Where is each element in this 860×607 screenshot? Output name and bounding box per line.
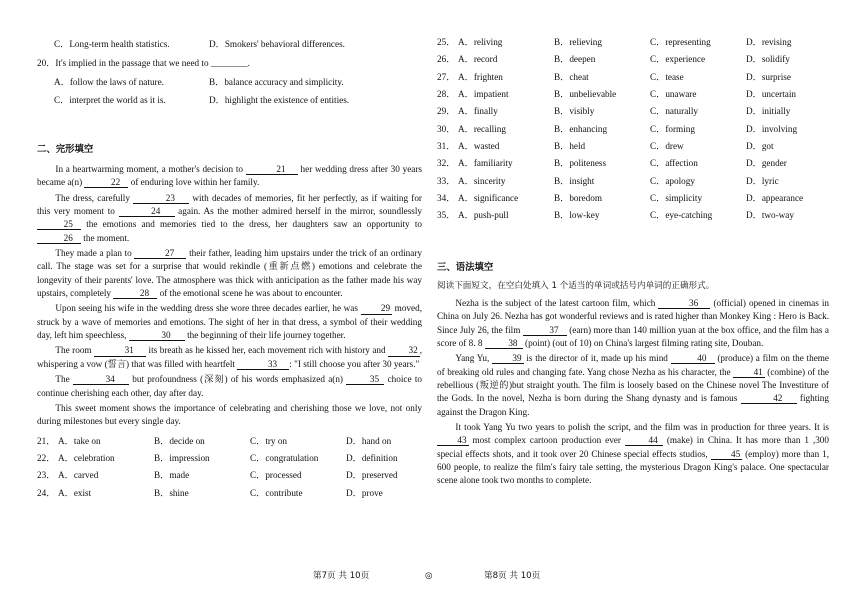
blank-39[interactable]: 39 (492, 353, 524, 364)
question-number: 22． (37, 452, 56, 463)
option-d[interactable]: D．involving (746, 123, 798, 134)
question-22 (37, 452, 422, 465)
blank-44[interactable]: 44 (625, 435, 663, 446)
question-31 (437, 140, 829, 153)
option-d[interactable]: D．preserved (346, 470, 398, 481)
grammar-paragraph-3: It took Yang Yu two years to polish the script, and the film was in production for three years. It is 43 most complex cartoon production ever 44 (make) in China. It has more than 1 ,300 special effects shots, and it took over 20 Chinese special effects studios, 45 (employ) more than 1, 600 people, to realize the film's fairy tale setting, the mysterious Dragon King's palace. One spectacular scene alone took two months to complete. (437, 421, 830, 486)
cloze-passage (37, 163, 422, 429)
option-a[interactable]: A．impatient (458, 89, 509, 100)
option-a[interactable]: A．carved (58, 470, 99, 481)
blank-25[interactable]: 25 (37, 219, 81, 230)
option-b[interactable]: B．politeness (554, 158, 607, 169)
blank-22[interactable]: 22 (84, 177, 128, 188)
option-c[interactable]: C．contribute (250, 487, 303, 498)
option-a[interactable]: A．recalling (458, 123, 506, 134)
cloze-options-left (37, 435, 422, 500)
question-29 (437, 105, 829, 118)
cloze-paragraph-5: The room 31 its breath as he kissed her, each movement rich with history and 32 , whispering a vow (誓言) that was filled with heartfelt 33 : "I still choose you after 30 years." (37, 345, 422, 369)
option-a[interactable]: A．wasted (458, 141, 500, 152)
option-d[interactable]: D．lyric (746, 175, 779, 186)
option-b[interactable]: B．held (554, 141, 586, 152)
option-c[interactable]: C．processed (250, 470, 302, 481)
option-a[interactable]: A．exist (58, 487, 92, 498)
q20-option-a: A．follow the laws of nature. (54, 76, 164, 87)
cloze-options-right (437, 36, 829, 223)
q19-option-c: C．Long-term health statistics. (54, 39, 170, 49)
blank-32[interactable]: 32 (388, 345, 420, 356)
blank-35[interactable]: 35 (346, 374, 384, 385)
question-number: 31． (437, 141, 456, 152)
center-mark: ◎ (425, 571, 433, 581)
blank-26[interactable]: 26 (37, 233, 81, 244)
question-34 (437, 192, 829, 205)
question-number: 32． (437, 158, 456, 169)
option-c[interactable]: C．simplicity (650, 193, 703, 204)
option-a[interactable]: A．record (458, 54, 498, 65)
option-a[interactable]: A．frighten (458, 71, 503, 82)
cloze-paragraph-4: Upon seeing his wife in the wedding dress she wore three decades earlier, he was 29 moved, struck by a wave of memories and emotions. The sight of her in that dress, a symbol of their wedding day, left him speechless, 30 the beginning of their life journey together. (37, 303, 422, 341)
question-number: 29． (437, 106, 456, 117)
option-a[interactable]: A．take on (58, 435, 101, 446)
option-d[interactable]: D．hand on (346, 435, 392, 446)
blank-30[interactable]: 30 (129, 330, 185, 341)
page-number-left: 第7页 共 10页 (313, 571, 370, 581)
option-d[interactable]: D．appearance (746, 193, 804, 204)
option-c[interactable]: C．drew (650, 141, 684, 152)
option-c[interactable]: C．tease (650, 71, 684, 82)
option-d[interactable]: D．definition (346, 452, 398, 463)
cloze-paragraph-1: In a heartwarming moment, a mother's decision to 21 her wedding dress after 30 years became a(n) 22 of enduring love within her family. (37, 164, 422, 188)
question-number: 27． (437, 71, 456, 82)
option-b[interactable]: B．insight (554, 175, 595, 186)
grammar-paragraph-1: Nezha is the subject of the latest cartoon film, which 36 (official) opened in cinemas in China on July 26. Nezha has got wonderful reviews and is rated higher than Monkey King : Hero is Back. Since July 26, the film 37 (earn) more than 140 million yuan at the box office, and the film has a score of 8. 8 38 (point) (out of 10) on China's largest filming rating site, Douban. (437, 297, 830, 348)
right-column (437, 36, 829, 490)
blank-33[interactable]: 33 (237, 359, 289, 370)
q20-option-b: B．balance accuracy and simplicity. (209, 76, 344, 87)
option-a[interactable]: A．celebration (58, 452, 115, 463)
blank-34[interactable]: 34 (73, 374, 129, 385)
q20-option-d: D．highlight the existence of entities. (209, 95, 350, 106)
question-number: 24． (37, 487, 56, 498)
question-25 (437, 36, 829, 49)
q19-options (37, 38, 422, 51)
option-c[interactable]: C．eye-catching (650, 210, 713, 221)
option-a[interactable]: A．familiarity (458, 158, 513, 169)
question-number: 35． (437, 210, 456, 221)
question-23 (37, 469, 422, 482)
question-number: 30． (437, 123, 456, 134)
question-24 (37, 487, 422, 500)
option-d[interactable]: D．revising (746, 37, 792, 47)
grammar-heading: 三、语法填空 (437, 261, 494, 273)
option-d[interactable]: D．solidify (746, 54, 790, 65)
left-column (37, 36, 422, 504)
option-b[interactable]: B．made (154, 470, 190, 481)
option-a[interactable]: A．reliving (458, 37, 503, 47)
option-b[interactable]: B．shine (154, 487, 189, 498)
option-c[interactable]: C．naturally (650, 106, 698, 117)
option-c[interactable]: C．unaware (650, 89, 697, 100)
question-number: 33． (437, 175, 456, 186)
blank-23[interactable]: 23 (133, 193, 189, 204)
question-33 (437, 175, 829, 188)
option-c[interactable]: C．congratulation (250, 452, 319, 463)
option-b[interactable]: B．low-key (554, 210, 600, 221)
option-d[interactable]: D．uncertain (746, 89, 797, 100)
option-a[interactable]: A．push-pull (458, 210, 509, 221)
option-d[interactable]: D．surprise (746, 71, 791, 82)
option-b[interactable]: B．deepen (554, 54, 596, 65)
grammar-instruction: 阅读下面短文，在空白处填入 1 个适当的单词或括号内单词的正确形式。 (437, 281, 715, 292)
option-b[interactable]: B．enhancing (554, 123, 608, 134)
option-b[interactable]: B．boredom (554, 193, 602, 204)
option-c[interactable]: C．representing (650, 37, 711, 47)
blank-36[interactable]: 36 (658, 298, 710, 309)
question-28 (437, 88, 829, 101)
question-number: 28． (437, 89, 456, 100)
cloze-paragraph-6: The 34 but profoundness (深刻) of his words emphasized a(n) 35 choice to continue cherishing each other, day after day. (37, 374, 422, 398)
option-d[interactable]: D．initially (746, 106, 791, 117)
blank-43[interactable]: 43 (437, 435, 469, 446)
option-b[interactable]: B．relieving (554, 37, 602, 47)
option-d[interactable]: D．gender (746, 158, 787, 169)
option-d[interactable]: D．two-way (746, 210, 794, 221)
option-d[interactable]: D．prove (346, 487, 383, 498)
cloze-paragraph-3: They made a plan to 27 their father, leading him upstairs under the trick of an ordinary call. The stage was set for a surprise that would rekindle (重新点燃) emotions and celebrate the longevity of their parents' love. The atmosphere was thick with anticipation as the father made his way upstairs, completely 28 of the emotional scene he was about to encounter. (37, 248, 422, 299)
page-number-right: 第8页 共 10页 (484, 571, 541, 581)
question-32 (437, 157, 829, 170)
option-c[interactable]: C．forming (650, 123, 695, 134)
option-b[interactable]: B．impression (154, 452, 210, 463)
option-d[interactable]: D．got (746, 141, 774, 152)
blank-31[interactable]: 31 (94, 345, 146, 356)
question-number: 26． (437, 54, 456, 65)
grammar-section (437, 261, 829, 488)
cloze-heading: 二、完形填空 (37, 144, 94, 156)
question-26 (437, 53, 829, 66)
blank-28[interactable]: 28 (113, 288, 157, 299)
q19-option-d: D．Smokers' behavioral differences. (209, 39, 345, 49)
question-number: 21． (37, 435, 56, 446)
question-21 (37, 435, 422, 448)
blank-29[interactable]: 29 (361, 303, 393, 314)
question-27 (437, 71, 829, 84)
cloze-paragraph-2: The dress, carefully 23 with decades of memories, fit her perfectly, as if waiting for this very moment to 24 again. As the mother admired herself in the mirror, soundlessly 25 the emotions and memories tied to the dress, her daughters saw an opportunity to 26 the moment. (37, 192, 422, 243)
option-c[interactable]: C．try on (250, 435, 288, 446)
option-b[interactable]: B．cheat (554, 71, 589, 82)
blank-37[interactable]: 37 (523, 325, 567, 336)
option-b[interactable]: B．unbelievable (554, 89, 617, 100)
blank-21[interactable]: 21 (246, 164, 298, 175)
blank-24[interactable]: 24 (119, 206, 175, 217)
option-a[interactable]: A．significance (458, 193, 519, 204)
question-35 (437, 209, 829, 222)
option-c[interactable]: C．apology (650, 175, 695, 186)
option-c[interactable]: C．affection (650, 158, 698, 169)
question-30 (437, 123, 829, 136)
grammar-paragraph-2: Yang Yu, 39 is the director of it, made up his mind 40 (produce) a film on the theme of breaking old rules and changing fate. Yang chose Nezha as his character, the 41 (combine) of the rebellious (叛逆的)but straight youth. The film is loosely based on the Chinese novel The Investiture of the Gods. In the novel, Nezha is born during the Shang dynasty and is famous 42 fighting against the Dragon King. (437, 353, 830, 417)
question-number: 23． (37, 470, 56, 481)
blank-41[interactable]: 41 (733, 367, 765, 378)
q20-options (37, 76, 422, 108)
option-a[interactable]: A．finally (458, 106, 498, 117)
question-number: 25． (437, 37, 456, 47)
blank-38[interactable]: 38 (485, 338, 523, 349)
blank-42[interactable]: 42 (741, 393, 797, 404)
option-a[interactable]: A．sincerity (458, 175, 506, 186)
blank-40[interactable]: 40 (671, 353, 715, 364)
cloze-paragraph-7: This sweet moment shows the importance of celebrating and cherishing those we love, not only during milestones but every single day. (37, 402, 422, 427)
q20-stem: 20．It's implied in the passage that we need to ________. (37, 58, 250, 69)
option-b[interactable]: B．visibly (554, 106, 595, 117)
option-b[interactable]: B．decide on (154, 435, 205, 446)
q20-option-c: C．interpret the world as it is. (54, 95, 166, 106)
option-c[interactable]: C．experience (650, 54, 706, 65)
blank-27[interactable]: 27 (134, 248, 186, 259)
blank-45[interactable]: 45 (711, 449, 743, 460)
question-number: 34． (437, 193, 456, 204)
